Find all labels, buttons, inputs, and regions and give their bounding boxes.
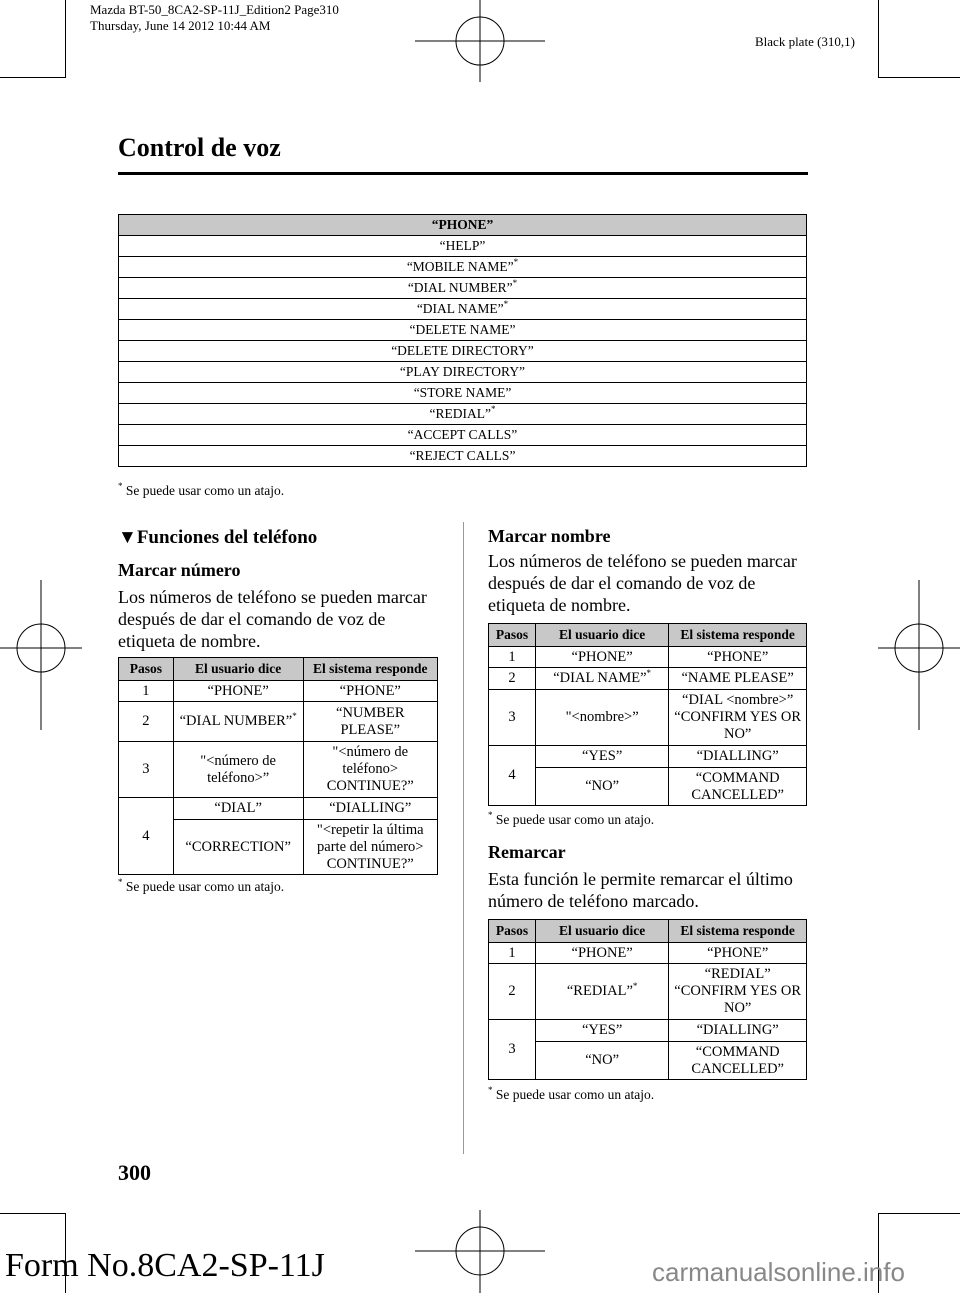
system-cell: “DIALLING”	[669, 746, 807, 768]
column-divider	[463, 522, 464, 1154]
user-cell: “NO”	[535, 1042, 668, 1080]
marcar-numero-table	[118, 657, 438, 875]
remarcar-desc: Esta función le permite remarcar el último número de teléfono marcado.	[488, 869, 793, 911]
col-header-user: El usuario dice	[535, 920, 668, 943]
system-cell: “PHONE”	[669, 943, 807, 964]
step-cell: 3	[489, 1020, 536, 1080]
crop-mark	[65, 0, 66, 78]
footnote: * Se puede usar como un atajo.	[118, 877, 285, 894]
footnote: * Se puede usar como un atajo.	[118, 481, 285, 498]
user-cell: “PHONE”	[173, 681, 303, 702]
system-cell: “REDIAL” “CONFIRM YES OR NO”	[669, 964, 807, 1020]
col-header-steps: Pasos	[489, 624, 536, 647]
crop-mark	[0, 77, 66, 78]
system-cell: “COMMAND CANCELLED”	[669, 768, 807, 806]
registration-mark-bottom	[415, 1210, 545, 1293]
footnote: * Se puede usar como un atajo.	[488, 1085, 655, 1102]
user-cell: “PHONE”	[535, 647, 668, 668]
system-cell: “DIALLING”	[303, 798, 437, 820]
command-row: “ACCEPT CALLS”	[119, 425, 807, 446]
command-row: “HELP”	[119, 236, 807, 257]
page-number: 300	[118, 1160, 151, 1185]
system-cell: "<repetir la última parte del número> CONTINUE?”	[303, 820, 437, 875]
system-cell: “PHONE”	[669, 647, 807, 668]
command-row: “PLAY DIRECTORY”	[119, 362, 807, 383]
step-cell: 1	[119, 681, 174, 702]
col-header-system: El sistema responde	[669, 920, 807, 943]
marcar-numero-desc: Los números de teléfono se pueden marcar después de dar el comando de voz de etiqueta de nombre.	[118, 587, 427, 651]
step-cell: 2	[489, 668, 536, 690]
command-row: “DELETE NAME”	[119, 320, 807, 341]
system-cell: "<número de teléfono> CONTINUE?”	[303, 742, 437, 798]
col-header-steps: Pasos	[119, 658, 174, 681]
crop-mark	[0, 1213, 66, 1214]
command-row: “REJECT CALLS”	[119, 446, 807, 467]
marcar-numero-title: Marcar número	[118, 560, 241, 580]
triangle-marker-icon: ▼	[118, 527, 137, 548]
step-cell: 3	[489, 690, 536, 746]
marcar-nombre-table	[488, 623, 807, 806]
command-row: “STORE NAME”	[119, 383, 807, 404]
system-cell: “NAME PLEASE”	[669, 668, 807, 690]
command-row: “DIAL NUMBER”*	[119, 278, 807, 299]
header-file-info	[90, 2, 339, 34]
col-header-system: El sistema responde	[669, 624, 807, 647]
phone-table-header: “PHONE”	[119, 215, 807, 236]
system-cell: “NUMBER PLEASE”	[303, 702, 437, 742]
user-cell: “YES”	[535, 746, 668, 768]
command-row: “DELETE DIRECTORY”	[119, 341, 807, 362]
command-row: “REDIAL”*	[119, 404, 807, 425]
user-cell: “NO”	[535, 768, 668, 806]
step-cell: 3	[119, 742, 174, 798]
col-header-user: El usuario dice	[173, 658, 303, 681]
system-cell: “PHONE”	[303, 681, 437, 702]
header-line-1: Mazda BT-50_8CA2-SP-11J_Edition2 Page310	[90, 2, 339, 17]
crop-mark	[878, 0, 879, 78]
step-cell: 4	[489, 746, 536, 806]
form-number: Form No.8CA2-SP-11J	[5, 1247, 325, 1284]
step-cell: 4	[119, 798, 174, 875]
col-header-user: El usuario dice	[535, 624, 668, 647]
marcar-nombre-desc: Los números de teléfono se pueden marcar después de dar el comando de voz de etiqueta de nombre.	[488, 551, 797, 615]
col-header-steps: Pasos	[489, 920, 536, 943]
user-cell: "<número de teléfono>”	[173, 742, 303, 798]
user-cell: “REDIAL”*	[535, 964, 668, 1020]
header-plate: Black plate (310,1)	[755, 34, 855, 49]
phone-commands-table	[118, 214, 807, 467]
title-rule	[118, 172, 808, 175]
user-cell: “YES”	[535, 1020, 668, 1042]
crop-mark	[878, 1213, 960, 1214]
footnote: * Se puede usar como un atajo.	[488, 810, 655, 827]
user-cell: “PHONE”	[535, 943, 668, 964]
col-header-system: El sistema responde	[303, 658, 437, 681]
header-line-2: Thursday, June 14 2012 10:44 AM	[90, 18, 271, 33]
step-cell: 1	[489, 943, 536, 964]
registration-mark-right	[878, 580, 960, 730]
section-heading: ▼Funciones del teléfono	[118, 527, 318, 548]
user-cell: “DIAL”	[173, 798, 303, 820]
command-row: “DIAL NAME”*	[119, 299, 807, 320]
registration-mark-left	[0, 580, 82, 730]
marcar-nombre-title: Marcar nombre	[488, 526, 611, 546]
user-cell: “DIAL NUMBER”*	[173, 702, 303, 742]
user-cell: “DIAL NAME”*	[535, 668, 668, 690]
user-cell: "<nombre>”	[535, 690, 668, 746]
system-cell: “DIALLING”	[669, 1020, 807, 1042]
step-cell: 2	[119, 702, 174, 742]
remarcar-title: Remarcar	[488, 842, 566, 862]
system-cell: “COMMAND CANCELLED”	[669, 1042, 807, 1080]
command-row: “MOBILE NAME”*	[119, 257, 807, 278]
user-cell: “CORRECTION”	[173, 820, 303, 875]
watermark: carmanualsonline.info	[652, 1257, 905, 1287]
page-title: Control de voz	[118, 133, 281, 162]
crop-mark	[878, 77, 960, 78]
step-cell: 2	[489, 964, 536, 1020]
registration-mark-top	[415, 0, 545, 82]
remarcar-table	[488, 919, 807, 1080]
step-cell: 1	[489, 647, 536, 668]
system-cell: “DIAL <nombre>” “CONFIRM YES OR NO”	[669, 690, 807, 746]
